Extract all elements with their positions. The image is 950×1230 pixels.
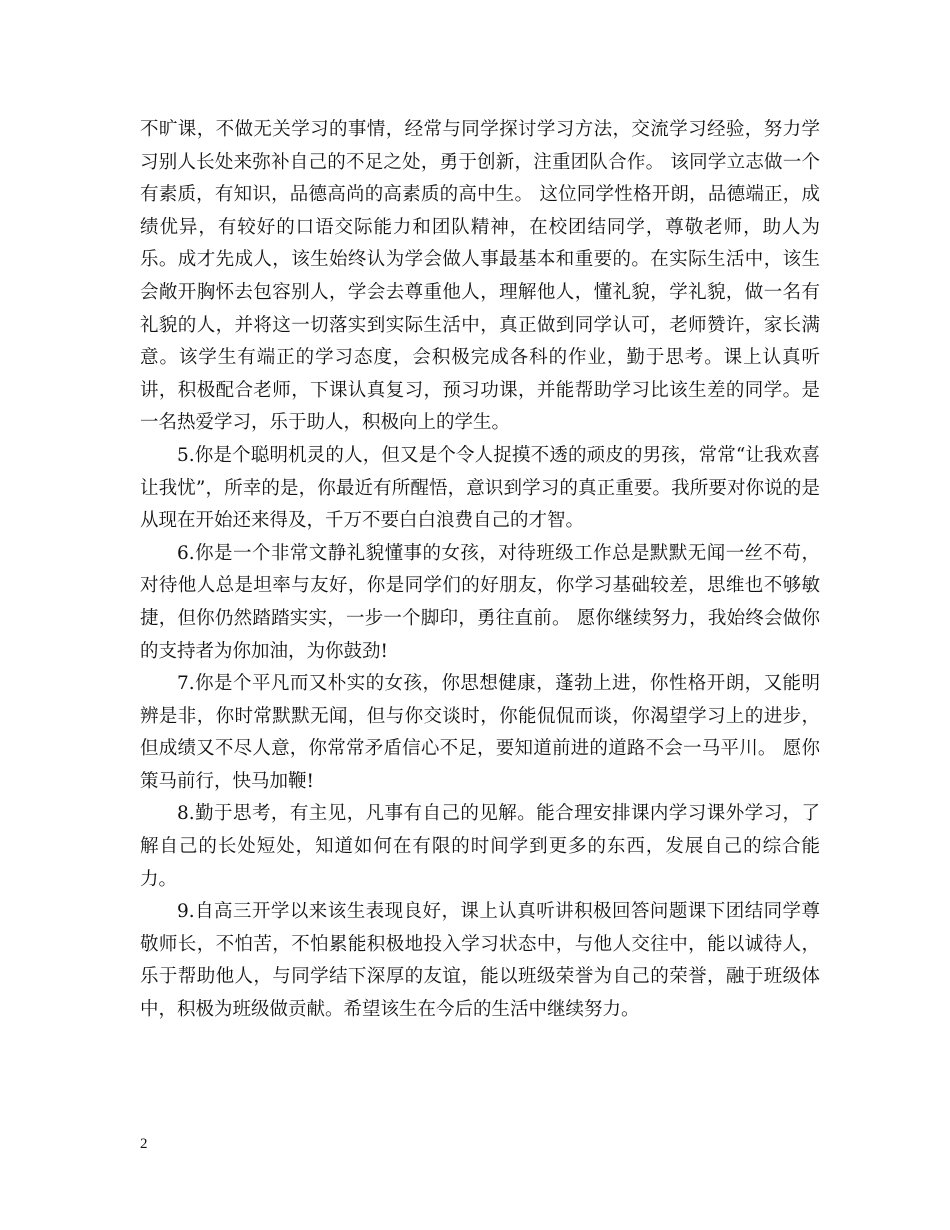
paragraph-4: 7.你是个平凡而又朴实的女孩，你思想健康，蓬勃上进，你性格开朗，又能明辨是非，你时常默默无闻，但与你交谈时，你能侃侃而谈，你渴望学习上的进步，但成绩又不尽人意，你常常矛盾信心不足，要知道前进的道路不会一马平川。 愿你策马前行，快马加鞭! (140, 673, 820, 792)
page-number: 2 (140, 1136, 148, 1152)
paragraph-1: 不旷课，不做无关学习的事情，经常与同学探讨学习方法，交流学习经验，努力学习别人长处来弥补自己的不足之处，勇于创新，注重团队合作。 该同学立志做一个有素质，有知识，品德高尚的高素质的高中生。 这位同学性格开朗，品德端正，成绩优异，有较好的口语交际能力和团队精神，在校团结同学，尊敬老师，助人为乐。成才先成人，该生始终认为学会做人事最基本和重要的。在实际生活中，该生会敞开胸怀去包容别人，学会去尊重他人，理解他人，懂礼貌，学礼貌，做一名有礼貌的人，并将这一切落实到实际生活中，真正做到同学认可，老师赞许，家长满意。该学生有端正的学习态度，会积极完成各科的作业，勤于思考。课上认真听讲，积极配合老师，下课认真复习，预习功课，并能帮助学习比该生差的同学。是一名热爱学习，乐于助人，积极向上的学生。 (140, 119, 820, 434)
paragraph-6: 9.自高三开学以来该生表现良好，课上认真听讲积极回答问题课下团结同学尊敬师长，不怕苦，不怕累能积极地投入学习状态中，与他人交往中，能以诚待人，乐于帮助他人，与同学结下深厚的友谊，能以班级荣誉为自己的荣誉，融于班级体中，积极为班级做贡献。希望该生在今后的生活中继续努力。 (140, 901, 820, 1021)
document-body (140, 114, 820, 1027)
paragraph-2: 5.你是个聪明机灵的人，但又是个令人捉摸不透的顽皮的男孩，常常“让我欢喜让我忧”，所幸的是，你最近有所醒悟，意识到学习的真正重要。我所要对你说的是从现在开始还来得及，千万不要白白浪费自己的才智。 (140, 444, 820, 532)
paragraph-5: 8.勤于思考，有主见，凡事有自己的见解。能合理安排课内学习课外学习，了解自己的长处短处，知道如何在有限的时间学到更多的东西，发展自己的综合能力。 (140, 803, 820, 890)
paragraph-3: 6.你是一个非常文静礼貌懂事的女孩，对待班级工作总是默默无闻一丝不苟，对待他人总是坦率与友好，你是同学们的好朋友，你学习基础较差，思维也不够敏捷，但你仍然踏踏实实，一步一个脚印，勇往直前。 愿你继续努力，我始终会做你的支持者为你加油，为你鼓劲! (140, 542, 820, 662)
